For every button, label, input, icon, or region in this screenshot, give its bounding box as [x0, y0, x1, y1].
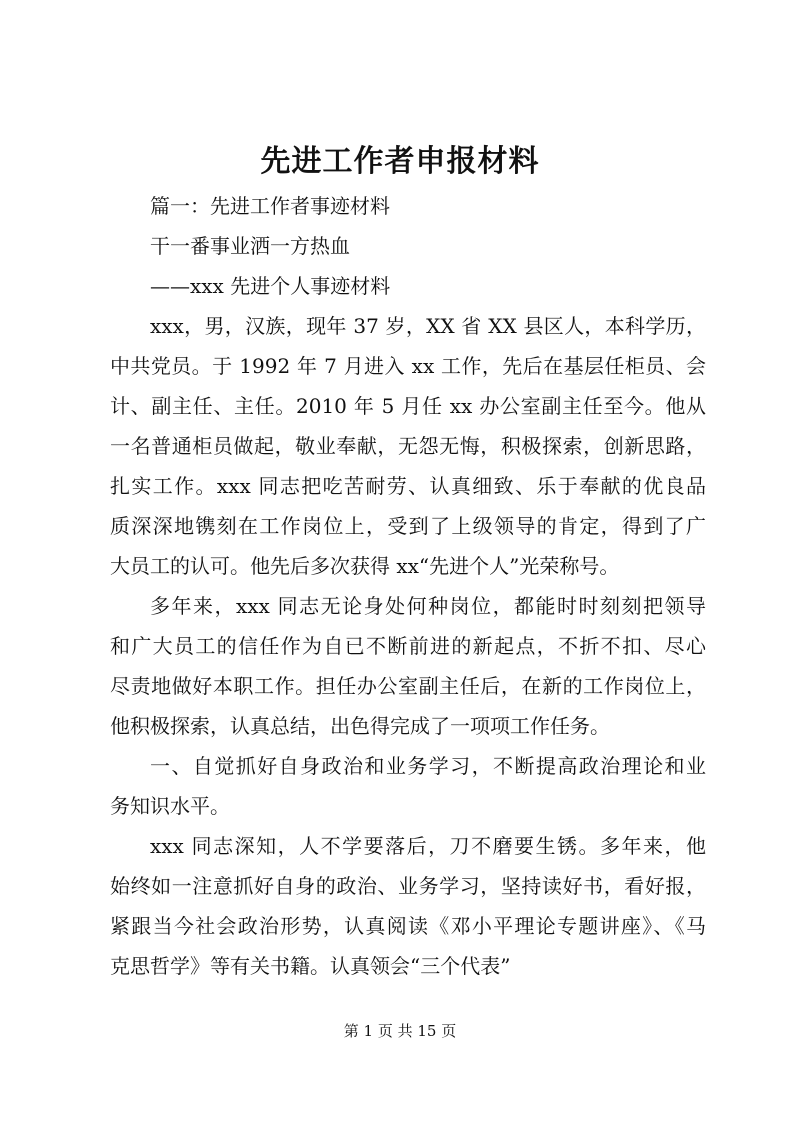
paragraph-line: 计、副主任、主任。2010 年 5 月任 xx 办公室副主任至今。他从 — [110, 394, 706, 418]
paragraph-line: 扎实工作。xxx 同志把吃苦耐劳、认真细致、乐于奉献的优良品 — [110, 474, 706, 498]
paragraph-line: 紧跟当今社会政治形势，认真阅读《邓小平理论专题讲座》、《马 — [110, 914, 706, 938]
paragraph-line: 尽责地做好本职工作。担任办公室副主任后，在新的工作岗位上， — [110, 674, 706, 698]
article-headline: 干一番事业洒一方热血 — [150, 234, 350, 258]
article-subheadline: ——xxx 先进个人事迹材料 — [150, 274, 391, 298]
document-body — [110, 186, 706, 986]
section-point-heading: 一、自觉抓好自身政治和业务学习，不断提高政治理论和业 — [150, 754, 706, 778]
paragraph-line: 一名普通柜员做起，敬业奉献，无怨无悔，积极探索，创新思路， — [110, 434, 706, 458]
paragraph-line: 质深深地镌刻在工作岗位上，受到了上级领导的肯定，得到了广 — [110, 514, 706, 538]
document-title: 先进工作者申报材料 — [260, 144, 540, 179]
section-point-heading: 务知识水平。 — [110, 794, 230, 818]
paragraph-line: 大员工的认可。他先后多次获得 xx“先进个人”光荣称号。 — [110, 554, 620, 578]
paragraph-line: 中共党员。于 1992 年 7 月进入 xx 工作，先后在基层任柜员、会 — [110, 354, 706, 378]
paragraph-line: xxx 同志深知，人不学要落后，刀不磨要生锈。多年来，他 — [150, 834, 706, 858]
paragraph-line: 和广大员工的信任作为自已不断前进的新起点，不折不扣、尽心 — [110, 634, 706, 658]
section-heading: 篇一：先进工作者事迹材料 — [150, 194, 390, 218]
paragraph-line: 克思哲学》等有关书籍。认真领会“三个代表” — [110, 954, 511, 978]
paragraph-line: 他积极探索，认真总结，出色得完成了一项项工作任务。 — [110, 714, 610, 738]
paragraph-line: xxx，男，汉族，现年 37 岁，XX 省 XX 县区人，本科学历， — [150, 314, 706, 338]
paragraph-line: 多年来，xxx 同志无论身处何种岗位，都能时时刻刻把领导 — [150, 594, 706, 618]
page-footer: 第 1 页 共 15 页 — [343, 1022, 457, 1040]
paragraph-line: 始终如一注意抓好自身的政治、业务学习，坚持读好书，看好报， — [110, 874, 706, 898]
